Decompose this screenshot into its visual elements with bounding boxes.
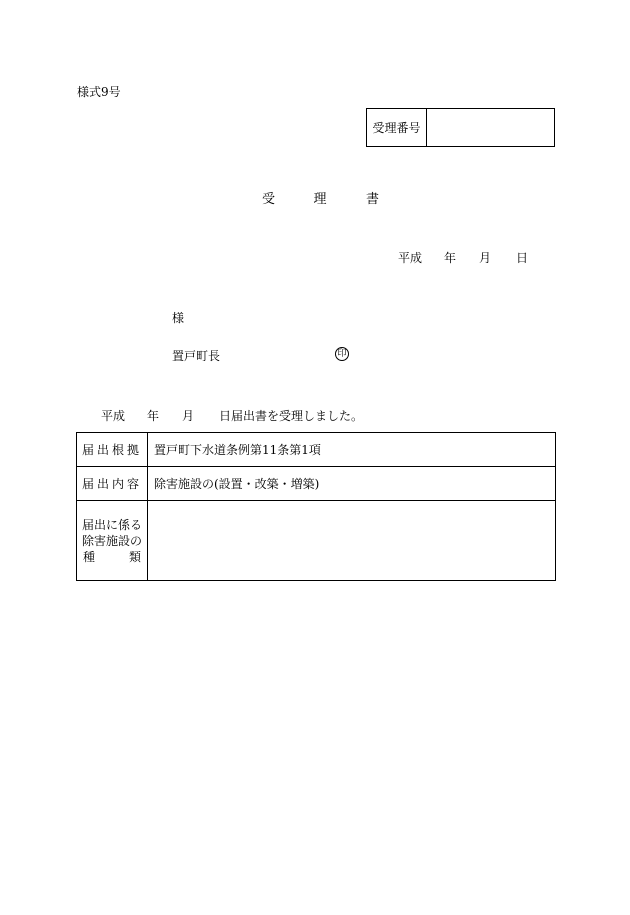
- row-label-facility-type: [77, 501, 148, 581]
- recipient-honorific: 様: [172, 311, 185, 325]
- statement-month-unit: 月: [182, 409, 195, 423]
- row-label-content: 届出内容: [77, 467, 148, 501]
- row-value-content: 除害施設の(設置・改築・増築): [148, 467, 556, 501]
- label-line-1: 届出に係る: [81, 517, 142, 532]
- receipt-statement: [101, 410, 363, 422]
- receipt-number-box: [366, 108, 555, 147]
- form-number: 様式9号: [77, 85, 121, 99]
- row-label-basis: 届出根拠: [77, 433, 148, 467]
- date-day-unit: 日: [516, 251, 529, 265]
- date-era: 平成: [398, 251, 423, 265]
- table-row: [77, 467, 556, 501]
- statement-year-unit: 年: [147, 409, 160, 423]
- date-month-unit: 月: [479, 251, 492, 265]
- seal-mark: 印: [335, 347, 349, 361]
- row-value-facility-type: [148, 501, 556, 581]
- date-year-unit: 年: [444, 251, 457, 265]
- title-char-1: 受: [262, 192, 276, 207]
- receipt-number-label: 受理番号: [367, 109, 427, 146]
- statement-text: 日届出書を受理しました。: [219, 409, 364, 423]
- table-row: [77, 501, 556, 581]
- row-value-basis: 置戸町下水道条例第11条第1項: [148, 433, 556, 467]
- document-title: [262, 193, 378, 206]
- receipt-number-value: [427, 109, 554, 146]
- label-char-right: 類: [128, 549, 141, 564]
- issue-date: [398, 252, 528, 264]
- title-char-3: 書: [366, 192, 380, 207]
- table-row: [77, 433, 556, 467]
- issuer-name: 置戸町長: [172, 349, 221, 363]
- label-line-3: [83, 549, 141, 565]
- label-char-left: 種: [83, 549, 96, 564]
- label-line-2: 除害施設の: [81, 533, 142, 548]
- title-char-2: 理: [313, 192, 327, 207]
- notification-table: [76, 432, 556, 581]
- statement-era: 平成: [101, 409, 126, 423]
